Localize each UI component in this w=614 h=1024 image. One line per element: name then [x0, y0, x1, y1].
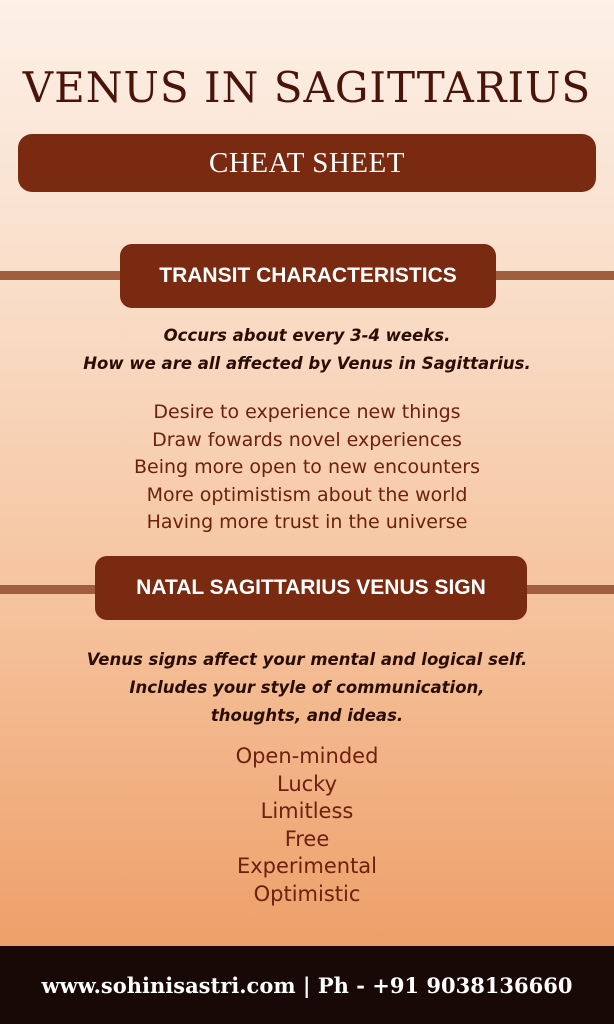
natal-intro-line: Venus signs affect your mental and logical self.	[86, 650, 528, 669]
list-item: Lucky	[276, 771, 338, 796]
list-item: Desire to experience new things	[153, 401, 461, 423]
subtitle-banner: CHEAT SHEET	[18, 134, 596, 192]
transit-intro	[0, 322, 614, 378]
natal-list	[0, 743, 614, 908]
list-item: Limitless	[260, 799, 354, 823]
footer-contact-text: www.sohinisastri.com | Ph - +91 9038136660	[41, 972, 573, 998]
list-item: Being more open to new encounters	[133, 456, 481, 478]
section-heading-transit: TRANSIT CHARACTERISTICS	[120, 244, 496, 308]
list-item: Experimental	[236, 854, 378, 878]
section-heading-natal: NATAL SAGITTARIUS VENUS SIGN	[95, 556, 527, 620]
transit-list	[0, 399, 614, 537]
transit-intro-line: Occurs about every 3-4 weeks.	[163, 326, 451, 345]
footer-contact	[0, 946, 614, 1024]
page-title: VENUS IN SAGITTARIUS	[22, 63, 592, 112]
natal-intro-line: thoughts, and ideas.	[210, 706, 404, 725]
list-item: Optimistic	[253, 881, 361, 906]
list-item: Having more trust in the universe	[146, 511, 468, 533]
natal-intro-line: Includes your style of communication,	[129, 678, 485, 697]
transit-intro-line: How we are all affected by Venus in Sagittarius.	[83, 354, 531, 373]
list-item: Open-minded	[235, 744, 379, 768]
natal-intro	[0, 646, 614, 730]
list-item: Free	[284, 826, 330, 851]
list-item: More optimistism about the world	[146, 483, 468, 506]
list-item: Draw fowards novel experiences	[152, 428, 462, 451]
